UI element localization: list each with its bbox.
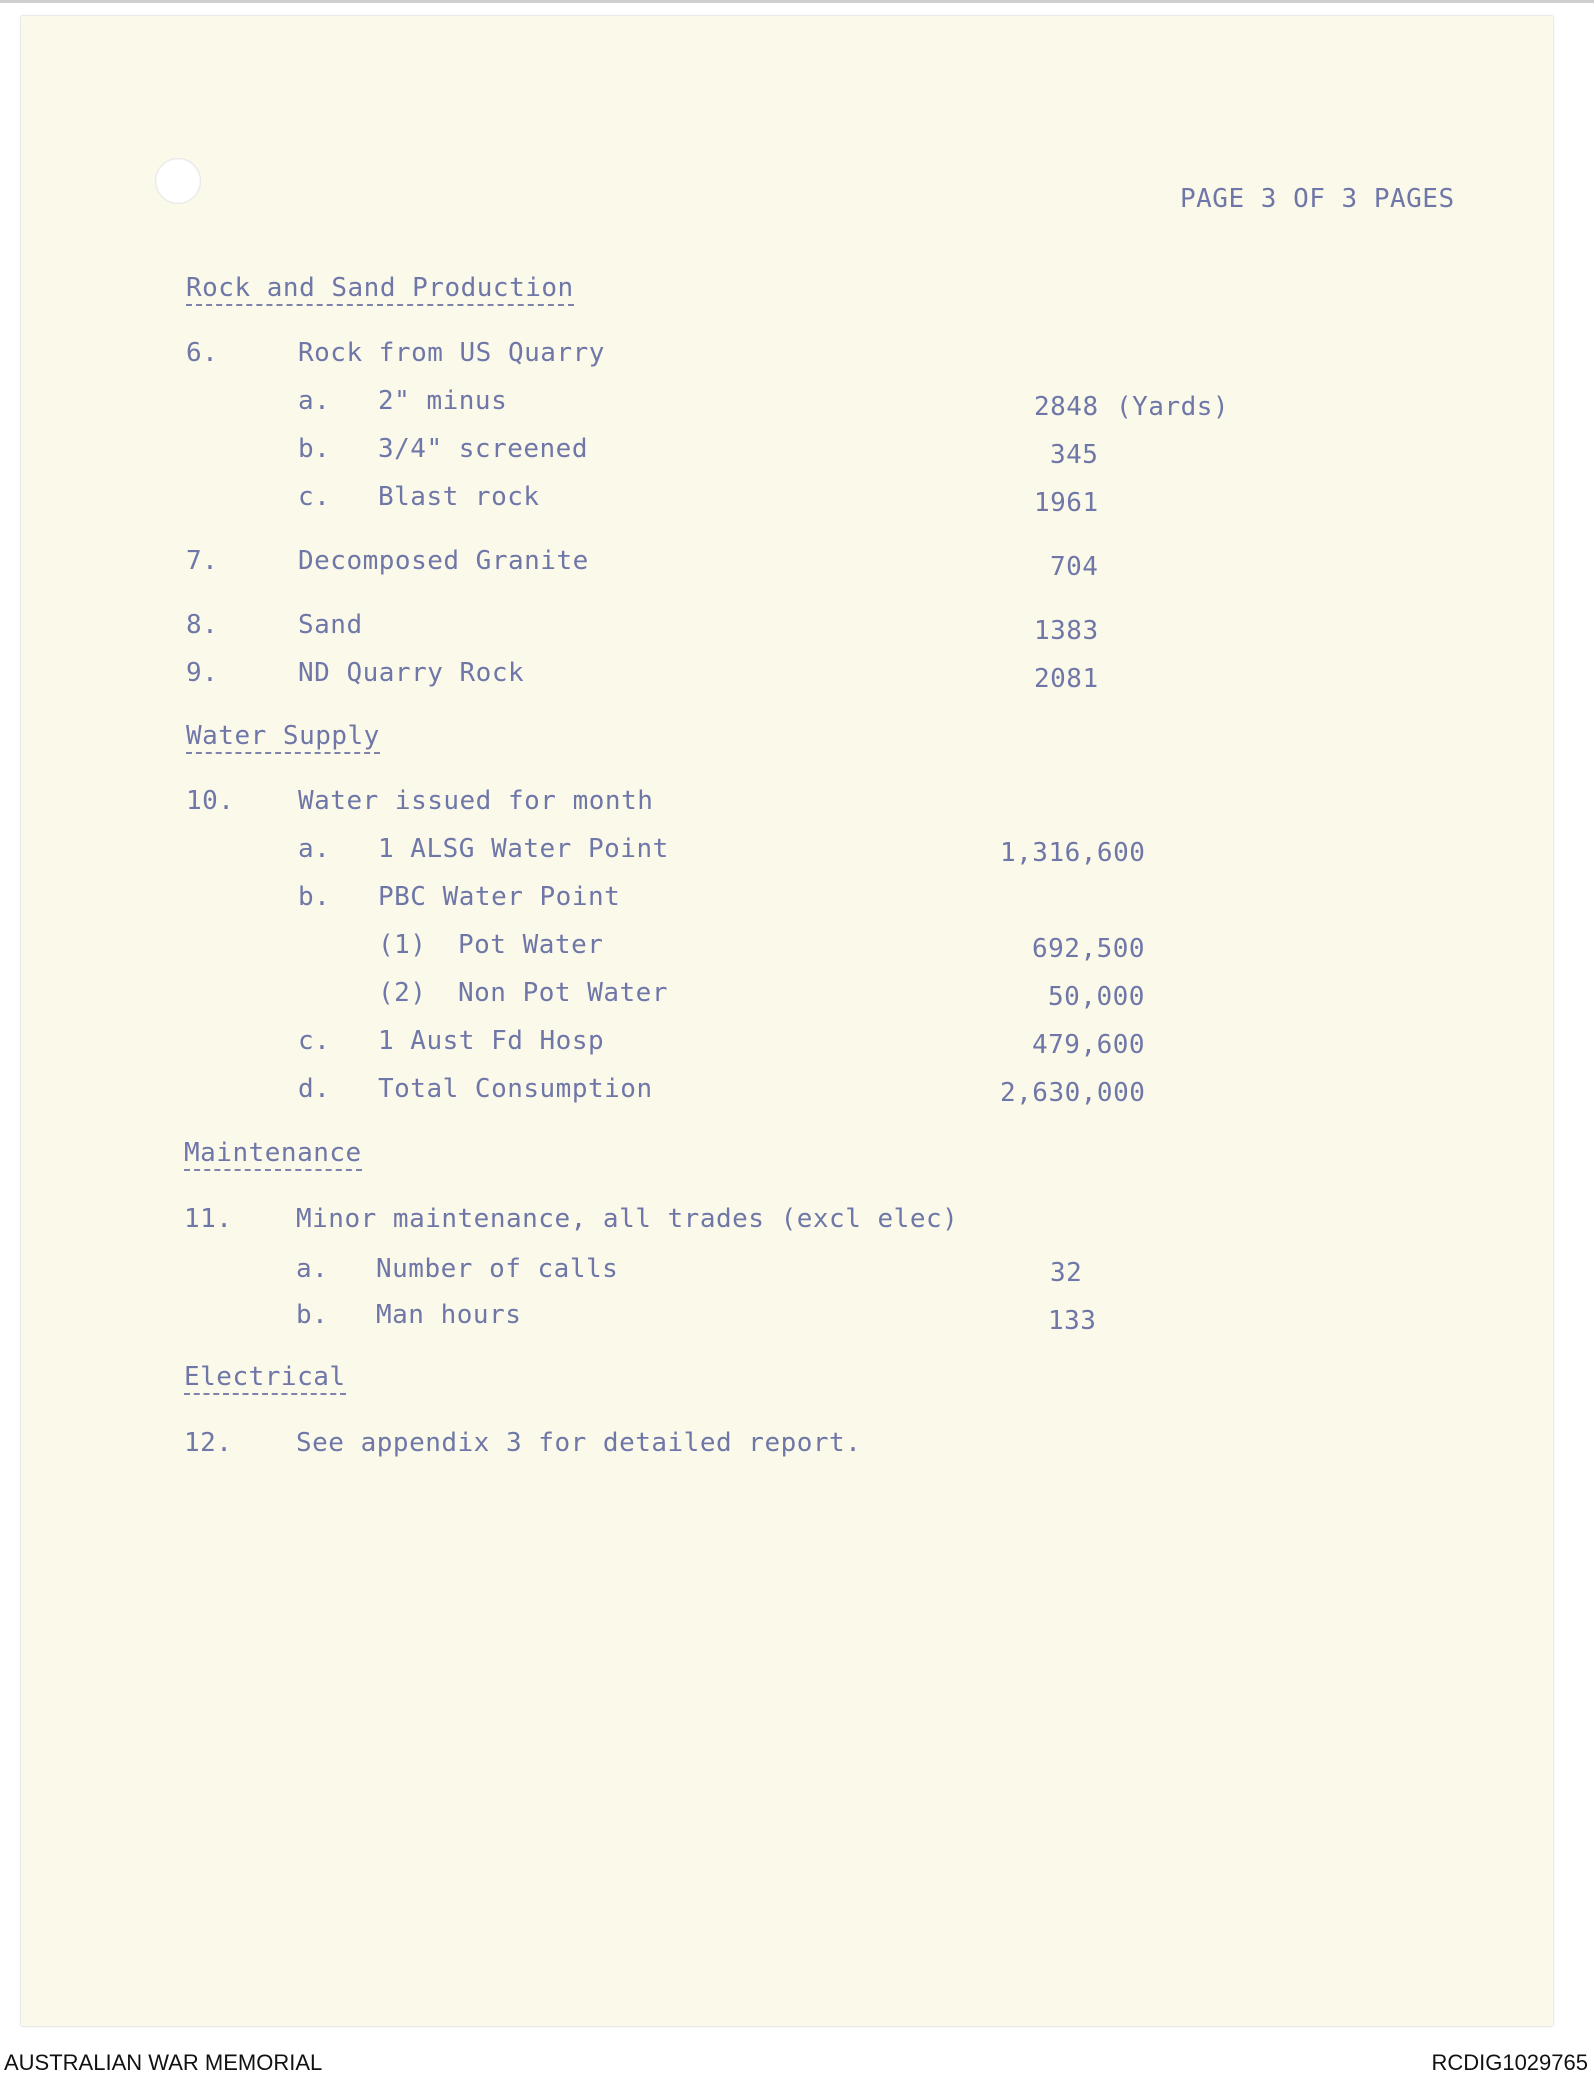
item-value: 345 — [1050, 440, 1099, 470]
item-label: 1 Aust Fd Hosp — [378, 1026, 605, 1056]
item-number: 10. — [186, 786, 235, 816]
item-letter: b. — [298, 434, 331, 464]
item-number: 11. — [184, 1204, 233, 1234]
item-label: Total Consumption — [378, 1074, 653, 1104]
item-value: 2,630,000 — [1000, 1078, 1146, 1108]
item-value: 32 — [1050, 1258, 1083, 1288]
item-sub: (1) — [378, 930, 427, 960]
item-number: 12. — [184, 1428, 233, 1458]
item-value: 1961 — [1034, 488, 1099, 518]
item-number: 7. — [186, 546, 219, 576]
heading-water-supply: Water Supply — [186, 721, 380, 754]
item-label: 3/4" screened — [378, 434, 588, 464]
item-sub: (2) — [378, 978, 427, 1008]
item-letter: c. — [298, 1026, 331, 1056]
item-label: Non Pot Water — [458, 978, 668, 1008]
item-label: Water issued for month — [298, 786, 654, 816]
item-letter: a. — [296, 1254, 329, 1284]
item-label: Man hours — [376, 1300, 522, 1330]
item-letter: c. — [298, 482, 331, 512]
item-label: 2" minus — [378, 386, 508, 416]
item-value: 1,316,600 — [1000, 838, 1146, 868]
top-edge — [0, 0, 1594, 3]
item-value: 1383 — [1034, 616, 1099, 646]
item-letter: b. — [298, 882, 331, 912]
item-letter: a. — [298, 834, 331, 864]
item-label: Number of calls — [376, 1254, 619, 1284]
page-label: PAGE 3 OF 3 PAGES — [1180, 184, 1455, 214]
heading-electrical: Electrical — [184, 1362, 346, 1395]
footer-record-id: RCDIG1029765 — [1431, 2050, 1588, 2075]
item-value: 704 — [1050, 552, 1099, 582]
item-value: 692,500 — [1032, 934, 1146, 964]
item-letter: d. — [298, 1074, 331, 1104]
item-value: 2081 — [1034, 664, 1099, 694]
footer-archive-name: AUSTRALIAN WAR MEMORIAL — [4, 2050, 323, 2075]
item-label: Blast rock — [378, 482, 540, 512]
item-number: 9. — [186, 658, 219, 688]
item-value: 479,600 — [1032, 1030, 1146, 1060]
document-sheet — [21, 16, 1553, 2026]
heading-rock-sand: Rock and Sand Production — [186, 273, 574, 306]
item-unit: (Yards) — [1116, 392, 1230, 422]
item-value: 50,000 — [1048, 982, 1145, 1012]
item-label: See appendix 3 for detailed report. — [296, 1428, 862, 1458]
item-label: Sand — [298, 610, 363, 640]
item-label: ND Quarry Rock — [298, 658, 525, 688]
heading-maintenance: Maintenance — [184, 1138, 362, 1171]
item-number: 6. — [186, 338, 219, 368]
item-letter: b. — [296, 1300, 329, 1330]
item-label: PBC Water Point — [378, 882, 621, 912]
item-label: 1 ALSG Water Point — [378, 834, 669, 864]
item-label: Pot Water — [458, 930, 604, 960]
item-letter: a. — [298, 386, 331, 416]
item-label: Minor maintenance, all trades (excl elec) — [296, 1204, 959, 1234]
punch-hole — [155, 158, 201, 204]
item-label: Decomposed Granite — [298, 546, 589, 576]
item-value: 2848 — [1034, 392, 1099, 422]
item-number: 8. — [186, 610, 219, 640]
item-label: Rock from US Quarry — [298, 338, 605, 368]
item-value: 133 — [1048, 1306, 1097, 1336]
